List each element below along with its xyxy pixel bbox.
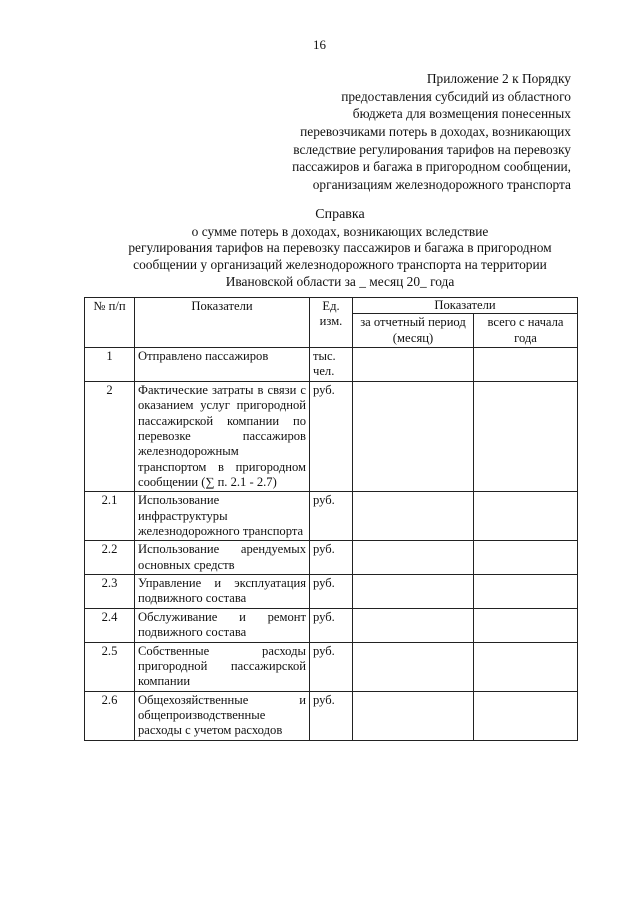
table-row [85,608,578,642]
header-unit: Ед. изм. [310,298,353,348]
report-subtitle-line: Ивановской области за _ месяц 20_ года [225,273,455,289]
row-number: 2.6 [85,691,135,740]
report-subtitle-line: регулирования тарифов на перевозку пассажиров и багажа в пригородном [128,240,552,256]
table-row [85,348,578,382]
report-title-block [40,206,639,291]
report-table [84,297,578,741]
row-indicator: Собственные расходы пригородной пассажирской компании [135,642,310,691]
appendix-line: вследствие регулирования тарифов на перевозку [293,141,571,157]
row-indicator: Общехозяйственные и общепроизводственные расходы с учетом расходов [135,691,310,740]
page-number: 16 [313,37,326,52]
row-period-value[interactable] [353,541,474,575]
header-ytd: всего с начала года [474,314,578,348]
row-indicator: Использование инфраструктуры железнодорожного транспорта [135,492,310,541]
row-number: 2.5 [85,642,135,691]
row-unit: руб. [310,381,353,492]
row-period-value[interactable] [353,348,474,382]
header-num: № п/п [85,298,135,348]
row-number: 2.4 [85,608,135,642]
appendix-header [292,70,571,194]
row-ytd-value[interactable] [474,575,578,609]
row-period-value[interactable] [353,608,474,642]
header-values-group: Показатели [353,298,578,314]
row-indicator: Использование арендуемых основных средств [135,541,310,575]
row-indicator: Обслуживание и ремонт подвижного состава [135,608,310,642]
table-row [85,541,578,575]
table-row [85,691,578,740]
row-unit: тыс. чел. [310,348,353,382]
row-period-value[interactable] [353,575,474,609]
row-indicator: Фактические затраты в связи с оказанием услуг пригородной пассажирской компании по перевозке пассажиров железнодорожным транспортом в пригородном сообщении (∑ п. 2.1 - 2.7) [135,381,310,492]
row-ytd-value[interactable] [474,691,578,740]
row-ytd-value[interactable] [474,492,578,541]
report-title: Справка [315,207,365,222]
table-row [85,575,578,609]
appendix-line: перевозчиками потерь в доходах, возникающих [300,124,571,140]
row-unit: руб. [310,642,353,691]
appendix-line: Приложение 2 к Порядку [426,71,571,86]
row-unit: руб. [310,608,353,642]
row-unit: руб. [310,492,353,541]
appendix-line: пассажиров и багажа в пригородном сообщении, [292,159,571,175]
row-period-value[interactable] [353,381,474,492]
row-unit: руб. [310,541,353,575]
report-subtitle-line: о сумме потерь в доходах, возникающих вследствие [191,223,489,239]
row-ytd-value[interactable] [474,381,578,492]
row-period-value[interactable] [353,492,474,541]
report-subtitle-line: сообщении у организаций железнодорожного транспорта на территории [133,257,547,272]
row-period-value[interactable] [353,691,474,740]
row-unit: руб. [310,575,353,609]
table-row [85,381,578,492]
appendix-line: бюджета для возмещения понесенных [352,106,571,122]
row-number: 2.1 [85,492,135,541]
row-unit: руб. [310,691,353,740]
row-ytd-value[interactable] [474,608,578,642]
appendix-line: организациям железнодорожного транспорта [312,177,571,193]
appendix-line: предоставления субсидий из областного [341,88,571,104]
row-number: 1 [85,348,135,382]
row-ytd-value[interactable] [474,541,578,575]
table-row [85,642,578,691]
header-period: за отчетный период (месяц) [353,314,474,348]
row-ytd-value[interactable] [474,642,578,691]
row-number: 2 [85,381,135,492]
row-indicator: Отправлено пассажиров [135,348,310,382]
row-number: 2.2 [85,541,135,575]
row-period-value[interactable] [353,642,474,691]
row-ytd-value[interactable] [474,348,578,382]
table-row [85,492,578,541]
row-number: 2.3 [85,575,135,609]
row-indicator: Управление и эксплуатация подвижного состава [135,575,310,609]
header-indicators: Показатели [135,298,310,348]
